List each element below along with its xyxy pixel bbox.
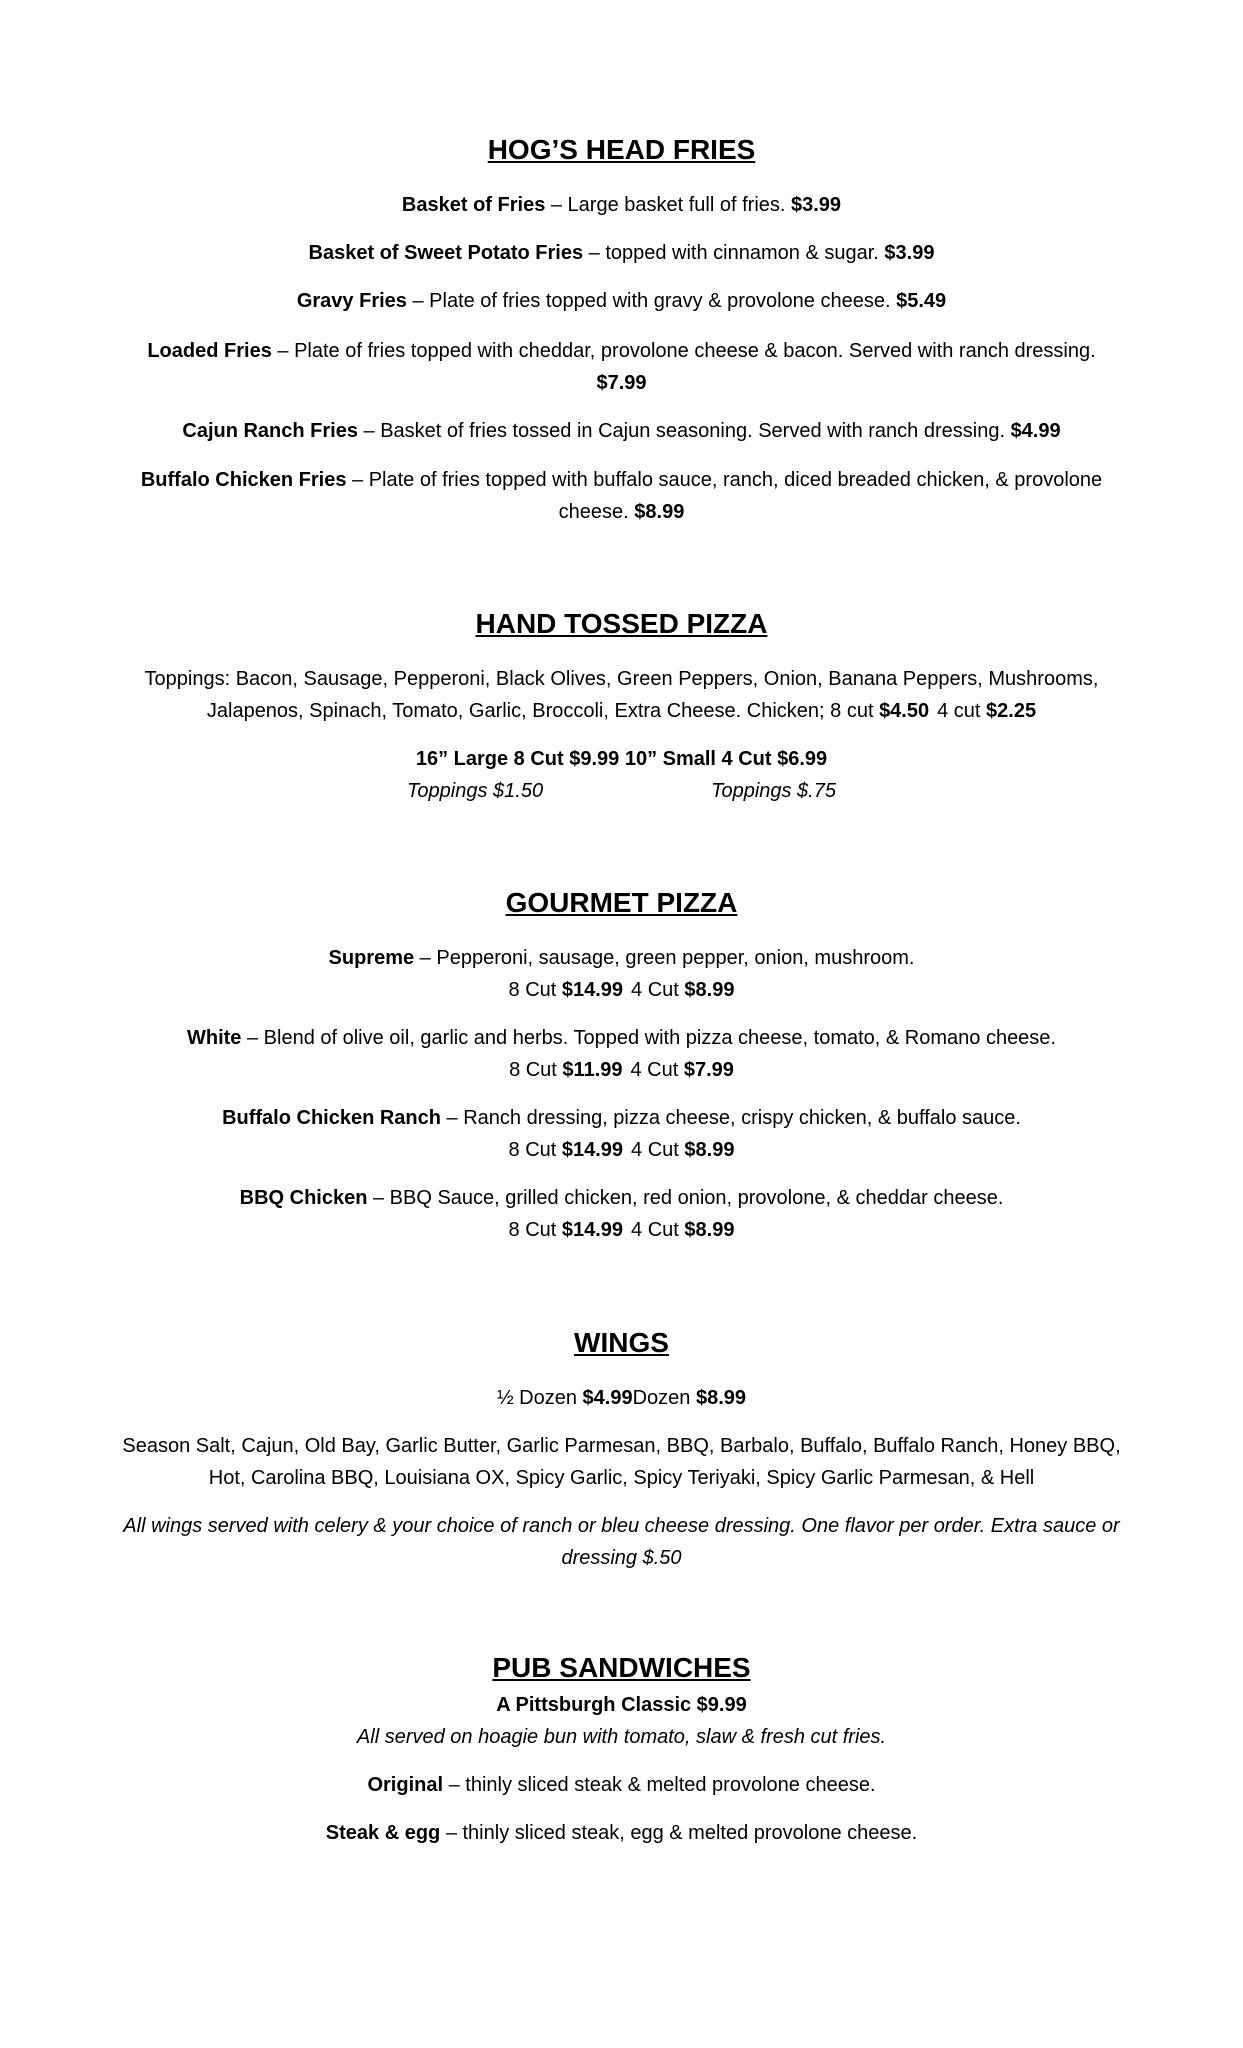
item-desc: – BBQ Sauce, grilled chicken, red onion, provolone, & cheddar cheese. [367,1187,1004,1209]
cut-label: 8 Cut [509,1059,563,1081]
menu-item-loaded-fries [60,340,1183,363]
item-name: White [187,1027,242,1049]
item-desc: – Plate of fries topped with cheddar, provolone cheese & bacon. Served with ranch dressing. [271,340,1096,362]
menu-item-loaded-fries-price [60,372,1183,395]
cut-label: 8 Cut [508,1219,562,1241]
price-4-cut: $7.99 [683,1059,734,1081]
cut-label: 8 Cut [508,979,562,1001]
gourmet-title: GOURMET PIZZA [505,887,738,918]
menu-item-supreme [60,947,1183,970]
menu-item-steak-and-egg [60,1822,1183,1845]
item-name: Original [367,1774,444,1796]
price-4-cut: $8.99 [684,1139,735,1161]
dozen-label: Dozen [632,1387,696,1409]
wings-note-cont: dressing $.50 [561,1547,682,1569]
cut-label: 4 Cut [630,1059,684,1081]
menu-item-white-prices [60,1059,1183,1082]
menu-item-sweet-potato-fries [60,242,1183,265]
chicken-8-price: $4.50 [879,700,930,722]
item-name: Steak & egg [325,1822,441,1844]
wing-flavors-cont: Hot, Carolina BBQ, Louisiana OX, Spicy Garlic, Spicy Teriyaki, Spicy Garlic Parmesan, & Hell [208,1467,1035,1489]
menu-item-buffalo-chicken-fries [60,469,1183,492]
price-8-cut: $14.99 [561,979,624,1001]
wing-flavors: Season Salt, Cajun, Old Bay, Garlic Butter, Garlic Parmesan, BBQ, Barbalo, Buffalo, Buffalo Ranch, Honey BBQ, [122,1435,1121,1457]
item-desc: – Plate of fries topped with buffalo sauce, ranch, diced breaded chicken, & provolone [346,469,1103,491]
item-price: $8.99 [634,501,685,523]
item-desc: – Large basket full of fries. [545,194,791,216]
cut-label: 8 Cut [508,1139,562,1161]
item-desc: – Ranch dressing, pizza cheese, crispy chicken, & buffalo sauce. [440,1107,1021,1129]
toppings-text: Jalapenos, Spinach, Tomato, Garlic, Broccoli, Extra Cheese. Chicken; 8 cut [206,700,880,722]
item-name: Cajun Ranch Fries [182,420,358,442]
item-name: Basket of Fries [401,194,546,216]
price-8-cut: $11.99 [562,1059,623,1081]
item-desc: – topped with cinnamon & sugar. [583,242,885,264]
cut-label: 4 Cut [631,1139,685,1161]
item-price: $3.99 [791,194,842,216]
price-8-cut: $14.99 [561,1219,624,1241]
menu-item-bbq-chicken [60,1187,1183,1210]
item-name: Gravy Fries [296,290,407,312]
cut-label: 4 Cut [631,1219,685,1241]
price-4-cut: $8.99 [684,979,735,1001]
price-8-cut: $14.99 [561,1139,624,1161]
fries-title: HOG’S HEAD FRIES [487,134,756,165]
item-name: Buffalo Chicken Ranch [222,1107,441,1129]
item-price: $5.49 [896,290,947,312]
item-desc: – thinly sliced steak & melted provolone cheese. [443,1774,876,1796]
menu-item-gravy-fries [60,290,1183,313]
sandwiches-title: PUB SANDWICHES [492,1652,751,1683]
item-desc: – Blend of olive oil, garlic and herbs. Topped with pizza cheese, tomato, & Romano cheese. [241,1027,1056,1049]
half-dozen-label: ½ Dozen [496,1387,583,1409]
hand-tossed-title: HAND TOSSED PIZZA [475,608,768,639]
sandwiches-note: All served on hoagie bun with tomato, slaw & fresh cut fries. [356,1726,887,1748]
item-price: $3.99 [884,242,935,264]
dozen-price: $8.99 [695,1387,747,1409]
cut-label: 4 Cut [631,979,685,1001]
menu-item-white [60,1027,1183,1050]
menu-item-cajun-ranch-fries [60,420,1183,443]
pizza-sizes: 16” Large 8 Cut $9.99 10” Small 4 Cut $6.99 [415,748,828,770]
item-desc: – Plate of fries topped with gravy & provolone cheese. [406,290,897,312]
chicken-4-price: $2.25 [986,700,1037,722]
menu-item-buffalo-chicken-ranch [60,1107,1183,1130]
sandwiches-subtitle: A Pittsburgh Classic $9.99 [496,1694,747,1716]
item-name: Basket of Sweet Potato Fries [308,242,584,264]
price-4-cut: $8.99 [684,1219,735,1241]
menu-item-supreme-prices [60,979,1183,1002]
toppings-small-price: Toppings $.75 [711,780,836,802]
item-name: Supreme [328,947,415,969]
menu-item-original [60,1774,1183,1797]
item-desc: – thinly sliced steak, egg & melted provolone cheese. [440,1822,918,1844]
toppings-large-price: Toppings $1.50 [407,780,544,802]
menu-item-basket-of-fries [60,194,1183,217]
pizza-toppings-prices [60,780,1183,803]
item-price: $4.99 [1010,420,1061,442]
wings-title: WINGS [574,1327,669,1358]
wings-note: All wings served with celery & your choice of ranch or bleu cheese dressing. One flavor per order. Extra sauce or [123,1515,1120,1537]
menu-item-buffalo-chicken-fries-cont [60,501,1183,524]
item-name: Loaded Fries [147,340,272,362]
wings-prices [60,1387,1183,1410]
half-dozen-price: $4.99 [582,1387,633,1409]
toppings-list-cont [60,700,1183,723]
item-name: Buffalo Chicken Fries [140,469,347,491]
menu-item-buffalo-chicken-ranch-prices [60,1139,1183,1162]
toppings-list: Toppings: Bacon, Sausage, Pepperoni, Black Olives, Green Peppers, Onion, Banana Peppers, Mushrooms, [144,668,1099,690]
item-price: $7.99 [596,372,647,394]
item-desc: – Pepperoni, sausage, green pepper, onion, mushroom. [414,947,915,969]
item-name: BBQ Chicken [239,1187,368,1209]
menu-item-bbq-chicken-prices [60,1219,1183,1242]
item-desc: – Basket of fries tossed in Cajun seasoning. Served with ranch dressing. [357,420,1011,442]
chicken-4-label: 4 cut [937,700,987,722]
item-desc: cheese. [558,501,635,523]
